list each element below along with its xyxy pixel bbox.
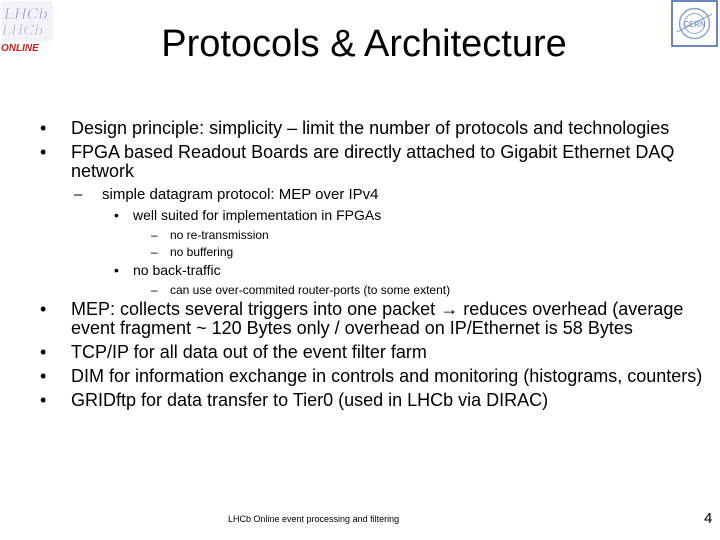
bullet-marker: –: [151, 245, 158, 259]
svg-text:CERN: CERN: [683, 20, 706, 29]
list-item: [0, 245, 720, 259]
bullet-text: simple datagram protocol: MEP over IPv4: [102, 186, 379, 203]
bullet-marker: •: [114, 207, 119, 223]
list-item: [0, 283, 720, 297]
bullet-marker: –: [74, 186, 83, 203]
bullet-text: no back-traffic: [133, 262, 221, 278]
bullet-list: [0, 119, 720, 415]
list-item: [0, 367, 711, 386]
bullet-text-part: reduces overhead (average event fragment ~ 120 Bytes only / overhead on IP/Ethernet is 58 Bytes: [71, 299, 684, 338]
bullet-text: well suited for implementation in FPGAs: [133, 207, 382, 223]
bullet-text: no buffering: [170, 245, 234, 259]
bullet-text: Design principle: simplicity – limit the number of protocols and technologies: [71, 118, 670, 138]
bullet-marker: •: [40, 299, 47, 319]
list-item: [0, 143, 711, 181]
bullet-text-part: MEP: collects several triggers into one packet: [71, 299, 436, 319]
list-item: [0, 391, 711, 410]
arrow-icon: →: [440, 299, 459, 319]
list-item: [0, 343, 711, 362]
bullet-text: no re-transmission: [170, 228, 269, 242]
list-item: [0, 262, 720, 279]
bullet-marker: –: [151, 283, 158, 297]
bullet-text: FPGA based Readout Boards are directly attached to Gigabit Ethernet DAQ network: [71, 142, 675, 181]
slide-title: Protocols & Architecture: [161, 23, 567, 65]
bullet-marker: •: [114, 262, 119, 278]
list-item: [0, 186, 720, 204]
list-item: [0, 300, 711, 338]
list-item: [0, 119, 711, 138]
bullet-marker: •: [40, 390, 47, 410]
list-item: [0, 207, 720, 224]
bullet-marker: •: [40, 366, 47, 386]
bullet-marker: •: [40, 142, 47, 162]
list-item: [0, 228, 720, 242]
bullet-text: can use over-commited router-ports (to some extent): [170, 283, 451, 297]
bullet-text: TCP/IP for all data out of the event filter farm: [71, 342, 427, 362]
svg-text:LHCb: LHCb: [4, 5, 49, 23]
bullet-marker: •: [40, 342, 47, 362]
bullet-marker: •: [40, 118, 47, 138]
bullet-marker: –: [151, 228, 158, 242]
svg-text:LHCb: LHCb: [2, 23, 44, 39]
bullet-text: GRIDftp for data transfer to Tier0 (used in LHCb via DIRAC): [71, 390, 549, 410]
page-number: 4: [704, 510, 713, 527]
slide-footer: LHCb Online event processing and filtering: [228, 514, 400, 524]
svg-text:ONLINE: ONLINE: [1, 43, 39, 54]
bullet-text: DIM for information exchange in controls and monitoring (histograms, counters): [71, 366, 703, 386]
